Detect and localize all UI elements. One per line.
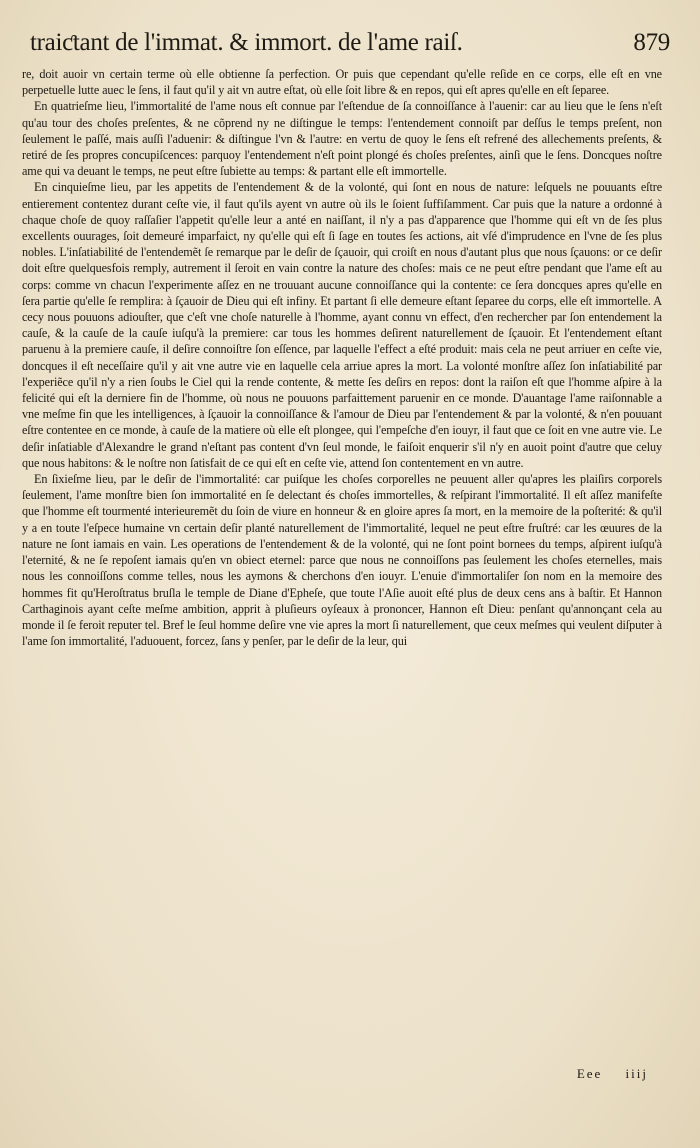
paragraph-sixth-reason: En ſixieſme lieu, par le deſir de l'immortalité: car puiſque les choſes corporelles ne peuuent aller qu'apres les plaiſirs corporels ſeulement, l'ame monſtre bien ſon immortalité en ſe delectant és choſes immortelles, & reſpirant l'immortalité. Il eſt aſſez manifeſte que l'homme eſt tourmenté interieuremẽt du ſoin de viure en honneur & en gloire apres ſa mort, en la memoire de la poſterité: & qu'il y a en toute l'eſpece humaine vn certain deſir planté naturellement de l'immortalité, lequel ne peut eſtre fruſtré: car les œuures de la nature ne ſont iamais en vain. Les operations de l'entendement & de la volonté, qui ne ſont point bornees du temps, aſpirent iuſqu'à l'eternité, & ne ſe repoſent iamais qu'en vn obiect eternel: parce que nous ne connoiſſons pas ſeulement les choſes eternelles, mais nous les connoiſſons comme telles, nous les aymons & cherchons d'en iouyr. L'enuie d'immortaliſer ſon nom en la memoire des hommes fit qu'Heroſtratus bruſla le temple de Diane d'Epheſe, que toute l'Aſie auoit eſté plus de deux cens ans à baſtir. Et Hannon Carthaginois ayant ceſte meſme ambition, apprit à pluſieurs oyſeaux à prononcer, Hannon eſt Dieu: penſant qu'annonçant cela au monde il ſe feroit reputer tel. Bref le ſeul homme deſire vne vie apres la mort ſi naturellement, que ceux meſmes qui veulent diſputer à l'ame ſon immortalité, l'aduouent, forcez, ſans y penſer, par le deſir de la leur, qui <box>22 472 662 649</box>
signature-letters: Eee <box>576 1066 603 1081</box>
page-number: 879 <box>633 29 670 56</box>
text-body <box>22 66 662 649</box>
paragraph-fourth-reason: En quatrieſme lieu, l'immortalité de l'ame nous eſt connue par l'eſtendue de ſa connoiſſance à l'auenir: car au lieu que le ſens n'eſt qu'au tour des choſes preſentes, & ne cõprend ny ne diſtingue le temps: l'entendement connoiſt par deſſus le temps preſent, non ſeulement le paſſé, mais auſſi l'aduenir: & diſtingue l'vn & l'autre: en vertu de quoy le ſens eſt refrené des allechements preſents, & retiré de ſes propres concupiſcences: parquoy l'entendement n'eſt point plongé és choſes preſentes, ainſi que le ſens. Doncques noſtre ame qui va deuant le temps, ne peut eſtre ſubiette au temps: & partant elle eſt immortelle. <box>22 99 662 179</box>
running-header <box>30 28 670 58</box>
running-title: traiƈtant de l'immat. & immort. de l'ame raiſ. <box>30 29 463 56</box>
signature-sheet-number: iiij <box>625 1066 648 1081</box>
paragraph-fifth-reason: En cinquieſme lieu, par les appetits de l'entendement & de la volonté, qui ſont en nous de nature: leſquels ne pouuants eſtre entierement contentez durant ceſte vie, il faut qu'ils ayent vn autre où ils le ſoient ſuffiſamment. Car puis que la nature a ordonné à chaque choſe de quoy raſſaſier l'appetit qu'elle leur a anté en naiſſant, il n'y a pas d'apparence que l'homme qui eſt vn de ſes plus excellents ouurages, ſoit demeuré imparfaict, ny qu'elle qui eſt ſi ſage en toutes ſes actions, ait vſé d'imprudence en l'vne de ſes plus nobles. L'inſatiabilité de l'entendemẽt ſe remarque par le deſir de ſçauoir, qui croiſt en nous d'autant plus que nous ſçauons: or ce deſir doit eſtre quelquesfois remply, autrement il ſeroit en vain contre la nature des choſes: mais ce ne peut eſtre pendant que l'ame eſt au corps: comme vn chacun l'experimente aſſez en ne trouuant aucune connoiſſance qui la contente: ce ſera doncques apres qu'elle en ſera partie qu'elle ſe remplira: à ſçauoir de Dieu qui eſt infiny. Et partant ſi elle demeure eſtant ſeparee du corps, elle eſt immortelle. A cecy nous pouuons adiouſter, que c'eſt vne choſe naturelle à l'homme, ayant connu vn effect, d'en rechercher par ſon entendement la cauſe, & la cauſe de la cauſe iuſqu'à la premiere: car tous les hommes deſirent naturellement de ſçauoir. Et l'entendement eſtant paruenu à la premiere cauſe, il deſire connoiſtre ſon eſſence, par laquelle l'effect a eſté produit: mais cela ne peut arriuer en ceſte vie, doncques il eſt neceſſaire qu'il y ait vne autre vie en laquelle cela arriue apres la mort. La volonté monſtre aſſez ſon inſatiabilité par l'experiẽce qu'il n'y a rien ſoubs le Ciel qui la rende contente, & mette ſes deſirs en repos: dont la raiſon eſt que l'homme aſpire à la felicité qui eſt la derniere fin de l'homme, où nous ne pouuons parfaittement paruenir en ce monde. D'auantage l'ame raiſonnable a vne meſme fin que les intelligences, à ſçauoir la connoiſſance & l'amour de Dieu par l'entendement & par la volonté, & n'en pouuant eſtre contentee en ce monde, à cauſe de la matiere où elle eſt plongee, qui l'empeſche d'en iouyr, il faut que ce ſoit en vne autre vie. Le deſir inſatiable d'Alexandre le grand n'eſtant pas content d'vn ſeul monde, le faiſoit enquerir s'il n'y en auoit point d'autre que celuy que nous habitons: & le noſtre non ſatisfait de ce qui eſt en ceſte vie, attend ſon contentement en vn autre. <box>22 180 662 470</box>
signature-mark <box>559 1066 648 1082</box>
paragraph-continuation: re, doit auoir vn certain terme où elle obtienne ſa perfection. Or puis que cependant qu'elle reſide en ce corps, elle eſt en vne perpetuelle lutte auec le ſens, il faut qu'il y ait vn autre eſtat, où elle ſoit libre & en repos, qui eſt apres qu'elle en eſt ſeparee. <box>22 67 662 98</box>
